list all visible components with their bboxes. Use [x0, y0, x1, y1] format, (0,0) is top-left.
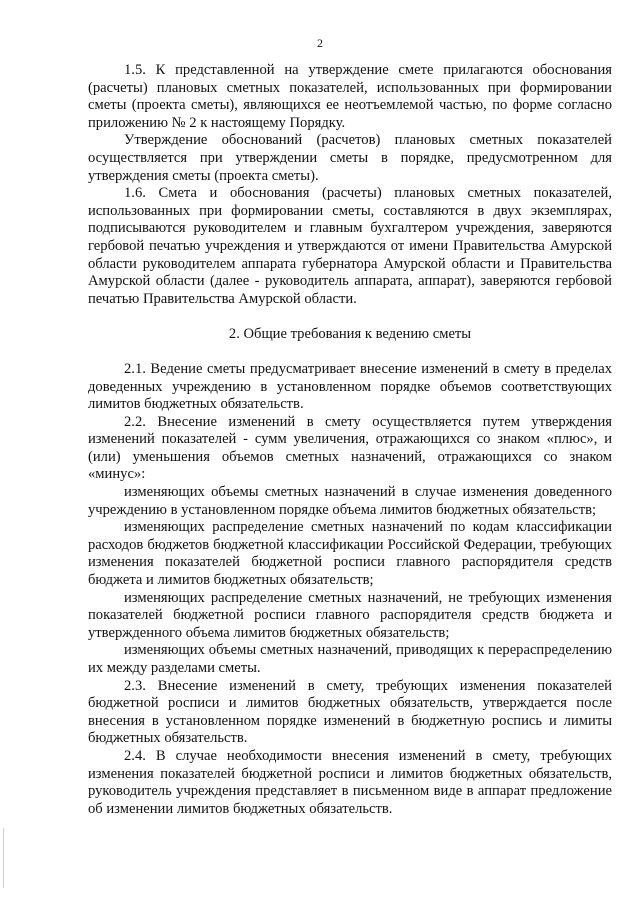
section-heading: 2. Общие требования к ведению сметы [228, 326, 472, 343]
document-body [88, 62, 612, 818]
list-item-redistribution-between-sections: изменяющих объемы сметных назначений, приводящих к перераспределению их между разделами сметы. [88, 642, 612, 676]
scan-edge-mark [3, 828, 4, 888]
paragraph-1-5: 1.5. К представленной на утверждение смете прилагаются обоснования (расчеты) плановых сметных показателей, использованных при формировании сметы (проекта сметы), являющихся ее неотъемлемой частью, по форме согласно приложению № 2 к настоящему Порядку. [88, 62, 612, 131]
paragraph-1-6: 1.6. Смета и обоснования (расчеты) плановых сметных показателей, использованных при формировании сметы, составляются в двух экземплярах, подписываются руководителем и главным бухгалтером учреждения, заверяются гербовой печатью учреждения и утверждаются от имени Правительства Амурской области руководителем аппарата губернатора Амурской области и Правительства Амурской области (далее - руководитель аппарата, аппарат), заверяются гербовой печатью Правительства Амурской области. [88, 185, 612, 307]
paragraph-2-4: 2.4. В случае необходимости внесения изменений в смету, требующих изменения показателей бюджетной росписи и лимитов бюджетных обязательств, руководитель учреждения представляет в письменном виде в аппарат предложение об изменении лимитов бюджетных обязательств. [88, 747, 612, 817]
list-item-change-distribution-without-budget: изменяющих распределение сметных назначений, не требующих изменения показателей бюджетной росписи главного распорядителя средств бюджета и утвержденного объема лимитов бюджетных обязательств; [88, 589, 612, 641]
paragraph-2-3: 2.3. Внесение изменений в смету, требующих изменения показателей бюджетной росписи и лимитов бюджетных обязательств, утверждается после внесения в установленном порядке изменений в бюджетную роспись и лимиты бюджетных обязательств. [88, 677, 612, 747]
paragraph-2-2: 2.2. Внесение изменений в смету осуществляется путем утверждения изменений показателей - сумм увеличения, отражающихся со знаком «плюс», и (или) уменьшения объемов сметных назначений, отражающихся со знаком «минус»: [88, 413, 612, 483]
page-number: 2 [317, 36, 323, 50]
paragraph-approval-of-justifications: Утверждение обоснований (расчетов) плановых сметных показателей осуществляется при утверждении сметы в порядке, предусмотренном для утверждения сметы (проекта сметы). [88, 132, 612, 184]
paragraph-2-1: 2.1. Ведение сметы предусматривает внесение изменений в смету в пределах доведенных учреждению в установленном порядке объемов соответствующих лимитов бюджетных обязательств. [88, 360, 612, 413]
list-item-change-volumes: изменяющих объемы сметных назначений в случае изменения доведенного учреждению в установленном порядке объема лимитов бюджетных обязательств; [88, 484, 612, 518]
list-item-change-distribution-with-budget: изменяющих распределение сметных назначений по кодам классификации расходов бюджетов бюджетной классификации Российской Федерации, требующих изменения показателей бюджетной росписи главного распорядителя средств бюджета и лимитов бюджетных обязательств; [88, 519, 612, 589]
